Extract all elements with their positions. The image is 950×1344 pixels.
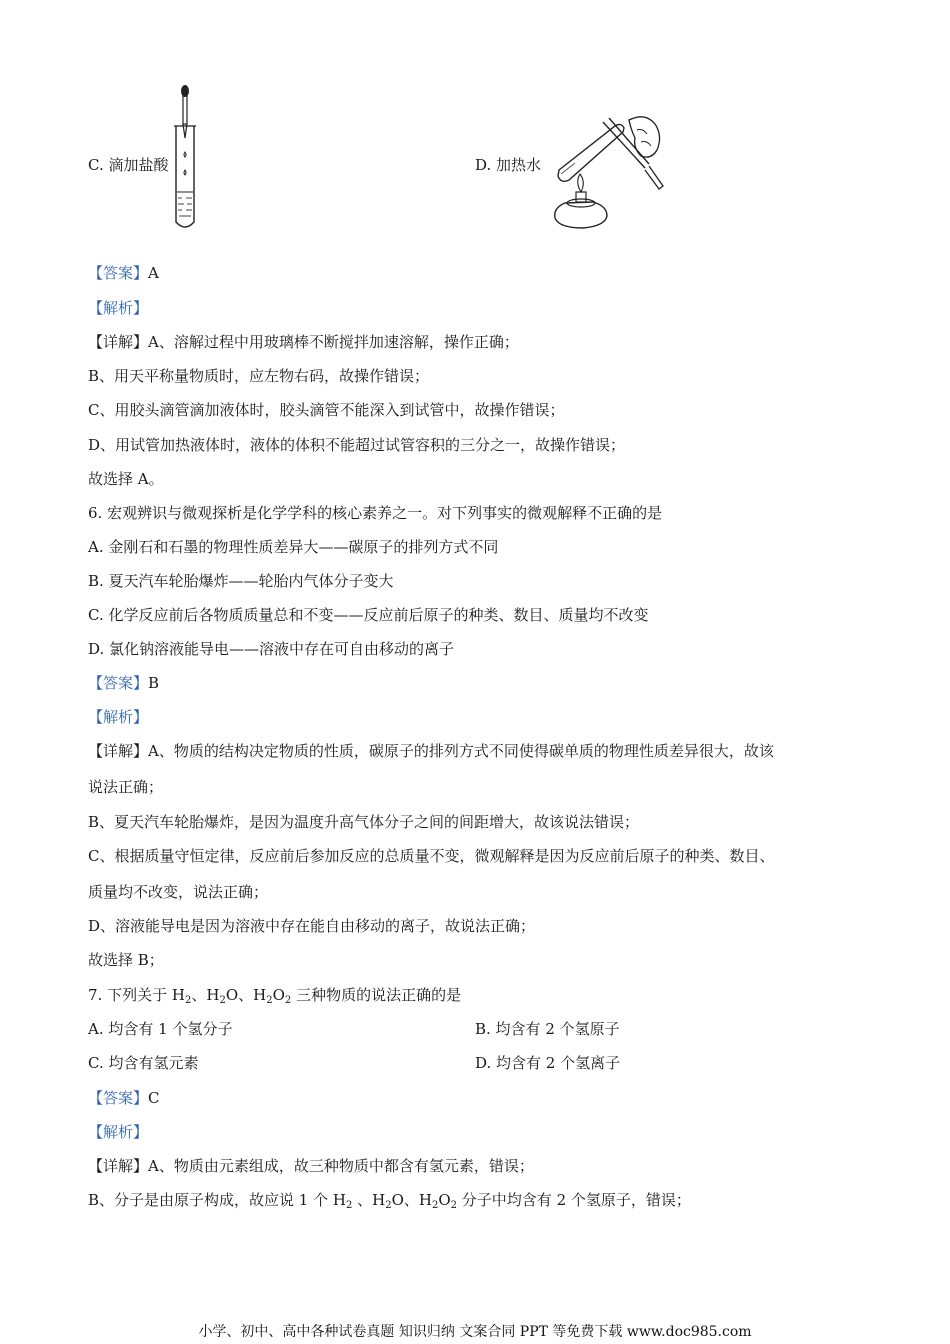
q6-analysis-tag: 【解析】 (88, 708, 149, 726)
q7-detail-a (88, 1156, 534, 1176)
subscript: 2 (431, 1200, 439, 1211)
detail-tag: 【详解】 (88, 742, 149, 760)
separator: 、 (238, 986, 254, 1004)
answer-tag: 【答案】 (88, 1089, 149, 1107)
q7-analysis-tag: 【解析】 (88, 1123, 149, 1141)
q5-detail-d: D、用试管加热液体时，液体的体积不能超过试管容积的三分之一，故操作错误； (88, 436, 626, 454)
q7-option-a: A. 均含有 1 个氢分子 (88, 1020, 233, 1038)
q5-detail-b: B、用天平称量物质时，应左物右码，故操作错误； (88, 367, 430, 385)
q6-detail-c-cont: 质量均不改变，说法正确； (88, 883, 269, 901)
subscript: 2 (450, 1200, 458, 1211)
formula-h2o2: H (253, 986, 267, 1004)
q6-option-b: B. 夏天汽车轮胎爆炸——轮胎内气体分子变大 (88, 572, 394, 590)
q5-answer (88, 263, 159, 283)
q7-option-c: C. 均含有氢元素 (88, 1054, 199, 1072)
answer-value: A (148, 264, 159, 282)
formula-h2o: H (206, 986, 220, 1004)
detail-tag: 【详解】 (88, 333, 149, 351)
separator: 、 (191, 986, 207, 1004)
detail-text: O、H (391, 1191, 432, 1209)
detail-text: A、物质的结构决定物质的性质，碳原子的排列方式不同使得碳单质的物理性质差异很大，故该 (148, 742, 774, 760)
subscript: 2 (385, 1200, 392, 1211)
q6-option-c: C. 化学反应前后各物质质量总和不变——反应前后原子的种类、数目、质量均不改变 (88, 606, 649, 624)
q6-detail-c: C、根据质量守恒定律，反应前后参加反应的总质量不变，微观解释是因为反应前后原子的种类、数目、 (88, 847, 775, 865)
detail-text: 分子中均含有 2 个氢原子，错误； (457, 1191, 691, 1209)
stem-text: 三种物质的说法正确的是 (291, 986, 462, 1004)
q7-stem (88, 985, 461, 1011)
answer-tag: 【答案】 (88, 674, 149, 692)
q6-answer (88, 673, 159, 693)
q6-option-a: A. 金刚石和石墨的物理性质差异大——碳原子的排列方式不同 (88, 538, 499, 556)
q7-detail-b (88, 1190, 691, 1216)
answer-value: C (148, 1089, 160, 1107)
q6-conclusion: 故选择 B； (88, 951, 164, 969)
formula-h2: H (171, 986, 185, 1004)
subscript: 2 (345, 1200, 353, 1211)
formula-o: O (272, 986, 285, 1004)
q6-detail-b: B、夏天汽车轮胎爆炸，是因为温度升高气体分子之间的间距增大，故该说法错误； (88, 813, 640, 831)
detail-text: 、H (352, 1191, 386, 1209)
detail-text: A、溶解过程中用玻璃棒不断搅拌加速溶解，操作正确； (148, 333, 519, 351)
q5-detail-c: C、用胶头滴管滴加液体时，胶头滴管不能深入到试管中，故操作错误； (88, 401, 565, 419)
q7-option-b: B. 均含有 2 个氢原子 (475, 1020, 620, 1038)
dropper-test-tube-icon (168, 80, 204, 230)
q5-detail-a (88, 332, 519, 352)
detail-text: B、分子是由原子构成，故应说 1 个 H (88, 1191, 346, 1209)
q7-answer (88, 1088, 160, 1108)
q5-option-c: C. 滴加盐酸 (88, 156, 169, 174)
answer-tag: 【答案】 (88, 264, 149, 282)
q5-option-d: D. 加热水 (475, 156, 542, 174)
subscript: 2 (184, 995, 192, 1006)
page-footer: 小学、初中、高中各种试卷真题 知识归纳 文案合同 PPT 等免费下载 www.doc985.com (198, 1324, 752, 1340)
stem-text: 7. 下列关于 (88, 986, 172, 1004)
q6-option-d: D. 氯化钠溶液能导电——溶液中存在可自由移动的离子 (88, 640, 455, 658)
q7-option-d: D. 均含有 2 个氢离子 (475, 1054, 621, 1072)
detail-tag: 【详解】 (88, 1157, 149, 1175)
detail-text: O (438, 1191, 451, 1209)
formula-o: O (225, 986, 239, 1004)
answer-value: B (148, 674, 160, 692)
subscript: 2 (284, 995, 292, 1006)
q6-stem: 6. 宏观辨识与微观探析是化学学科的核心素养之一。对下列事实的微观解释不正确的是 (88, 504, 663, 522)
q6-detail-d: D、溶液能导电是因为溶液中存在能自由移动的离子，故说法正确； (88, 917, 536, 935)
heating-test-tube-icon (545, 108, 670, 230)
q5-analysis-tag: 【解析】 (88, 299, 149, 317)
q6-detail-a (88, 741, 774, 761)
detail-text: A、物质由元素组成，故三种物质中都含有氢元素，错误； (148, 1157, 534, 1175)
q5-conclusion: 故选择 A。 (88, 470, 164, 488)
q6-detail-a-cont: 说法正确； (88, 778, 164, 796)
subscript: 2 (219, 995, 226, 1006)
subscript: 2 (266, 995, 273, 1006)
